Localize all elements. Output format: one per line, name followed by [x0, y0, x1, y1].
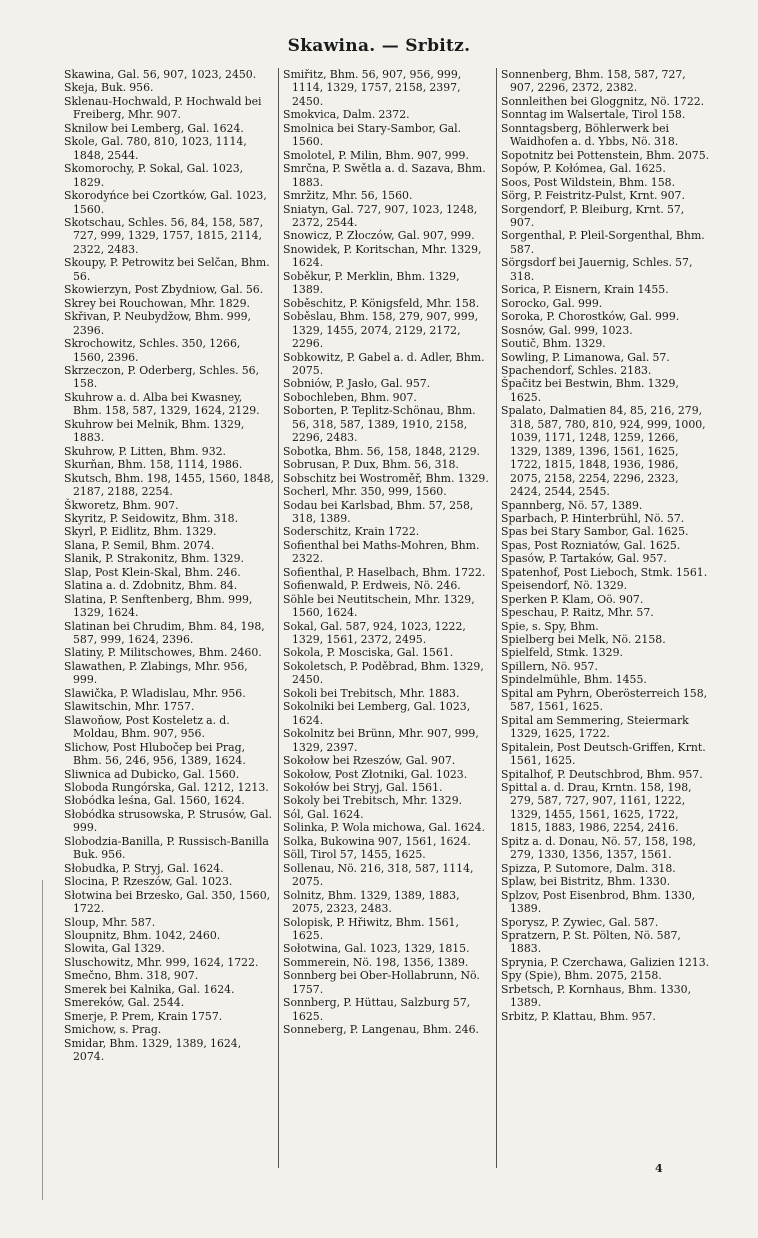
index-entry: Sonnberg bei Ober-Hollabrunn, Nö. 1757. [283, 969, 480, 996]
column-2 [278, 68, 496, 1168]
index-entry: Spannberg, Nö. 57, 1389. [501, 498, 643, 512]
index-entry: Spitalhof, P. Deutschbrod, Bhm. 957. [501, 767, 703, 781]
index-entry: Sokola, P. Mosciska, Gal. 1561. [283, 646, 454, 660]
index-entry: Smrčna, P. Swětla a. d. Sazava, Bhm. 1883. [283, 162, 486, 189]
index-entry: Skotschau, Schles. 56, 84, 158, 587, 727, 999, 1329, 1757, 1815, 2114, 2322, 2483. [64, 215, 264, 256]
index-entry: Smolotel, P. Milin, Bhm. 907, 999. [283, 148, 469, 162]
index-entry: Sonnenberg, Bhm. 158, 587, 727, 907, 2296, 2372, 2382. [501, 68, 686, 95]
index-entry: Sonneberg, P. Langenau, Bhm. 246. [283, 1023, 479, 1037]
index-entry: Skrzeczon, P. Oderberg, Schles. 56, 158. [64, 363, 260, 391]
index-entry: Skřivan, P. Neubydžow, Bhm. 999, 2396. [64, 310, 252, 337]
index-entry: Sodau bei Karlsbad, Bhm. 57, 258, 318, 1389. [283, 498, 474, 525]
index-entry: Spielberg bei Melk, Nö. 2158. [501, 633, 666, 647]
index-entry: Sknilow bei Lemberg, Gal. 1624. [64, 121, 244, 135]
index-entry: Slocina, P. Rzeszów, Gal. 1023. [64, 875, 233, 889]
index-entry: Speisendorf, Nö. 1329. [501, 579, 628, 593]
index-entry: Solopisk, P. Hřiwitz, Bhm. 1561, 1625. [283, 915, 459, 942]
index-entry: Slichow, Post Hlubočep bei Prag, Bhm. 56, 246, 956, 1389, 1624. [64, 740, 246, 768]
index-entry: Skorodyńce bei Czortków, Gal. 1023, 1560. [64, 189, 267, 216]
index-entry: Slawathen, P. Zlabings, Mhr. 956, 999. [64, 659, 248, 687]
index-entry: Skowierzyn, Post Zbydniow, Gal. 56. [64, 283, 264, 297]
index-entry: Sonntagsberg, Böhlerwerk bei Waidhofen a. d. Ybbs, Nö. 318. [501, 121, 679, 149]
index-entry: Spalato, Dalmatien 84, 85, 216, 279, 318, 587, 780, 810, 924, 999, 1000, 1039, 1171, 1248, 1259, 1266, 1329, 1389, 1396, 1561, 1625, 1722, 1815, 1848, 1936, 1986, 2075, 2158, 2254, 2296, 2323, 2424, 2544, 2545. [501, 404, 706, 499]
index-entry: Spasów, P. Tartaków, Gal. 957. [501, 552, 667, 566]
index-entry: Spatenhof, Post Lieboch, Stmk. 1561. [501, 565, 708, 579]
index-entry: Slawitschin, Mhr. 1757. [64, 700, 195, 714]
index-entry: Soroka, P. Chorostków, Gal. 999. [501, 310, 680, 324]
index-entry: Skeja, Buk. 956. [64, 81, 154, 95]
index-entry: Spie, s. Spy, Bhm. [501, 619, 599, 633]
index-entry: Sokolniki bei Lemberg, Gal. 1023, 1624. [283, 700, 471, 727]
index-entry: Sokoli bei Trebitsch, Mhr. 1883. [283, 686, 460, 700]
index-entry: Srbetsch, P. Kornhaus, Bhm. 1330, 1389. [501, 982, 692, 1010]
index-entry: Soos, Post Wildstein, Bhm. 158. [501, 175, 676, 189]
index-entry: Sokoly bei Trebitsch, Mhr. 1329. [283, 794, 463, 808]
index-entry: Słobódka leśna, Gal. 1560, 1624. [64, 794, 245, 808]
index-entry: Sommerein, Nö. 198, 1356, 1389. [283, 955, 469, 969]
index-entry: Sobkowitz, P. Gabel a. d. Adler, Bhm. 2075. [283, 350, 485, 377]
index-entry: Skuhrow, P. Litten, Bhm. 932. [64, 444, 227, 458]
index-entry: Skyrl, P. Eidlitz, Bhm. 1329. [64, 525, 217, 539]
index-entry: Spizza, P. Sutomore, Dalm. 318. [501, 861, 676, 875]
index-entry: Srbitz, P. Klattau, Bhm. 957. [501, 1009, 656, 1023]
index-entry: Sopotnitz bei Pottenstein, Bhm. 2075. [501, 148, 710, 162]
margin-rule [42, 880, 43, 1200]
index-entry: Sól, Gal. 1624. [283, 807, 364, 821]
index-entry: Socherl, Mhr. 350, 999, 1560. [283, 485, 447, 499]
index-entry: Skuhrow bei Melnik, Bhm. 1329, 1883. [64, 417, 245, 445]
index-entry: Sparbach, P. Hinterbrühl, Nö. 57. [501, 511, 685, 525]
index-entry: Snowidek, P. Koritschan, Mhr. 1329, 1624. [283, 242, 482, 270]
index-entry: Sołotwina, Gal. 1023, 1329, 1815. [283, 942, 470, 956]
index-entry: Splaw, bei Bistritz, Bhm. 1330. [501, 875, 671, 889]
index-entry: Slana, P. Semil, Bhm. 2074. [64, 538, 215, 552]
index-entry: Spas bei Stary Sambor, Gal. 1625. [501, 525, 689, 539]
index-entry: Slatiny, P. Militschowes, Bhm. 2460. [64, 646, 262, 660]
index-entry: Sobochleben, Bhm. 907. [283, 390, 417, 404]
index-entry: Speschau, P. Raitz, Mhr. 57. [501, 606, 654, 620]
index-entry: Sniatyn, Gal. 727, 907, 1023, 1248, 2372, 2544. [283, 202, 478, 229]
index-entry: Slap, Post Klein-Skal, Bhm. 246. [64, 565, 241, 579]
index-entry: Smichow, s. Prag. [64, 1023, 162, 1037]
index-entry: Smereków, Gal. 2544. [64, 996, 185, 1010]
index-entry: Soběslau, Bhm. 158, 279, 907, 999, 1329, 1455, 2074, 2129, 2172, 2296. [283, 310, 479, 351]
index-entry: Sowling, P. Limanowa, Gal. 57. [501, 350, 670, 364]
index-entry: Smiřitz, Bhm. 56, 907, 956, 999, 1114, 1329, 1757, 2158, 2397, 2450. [283, 68, 462, 108]
column-3 [496, 68, 714, 1168]
index-entry: Slatinan bei Chrudim, Bhm. 84, 198, 587, 999, 1624, 2396. [64, 619, 265, 647]
index-entry: Sörg, P. Feistritz-Pulst, Krnt. 907. [501, 189, 685, 203]
index-entry: Sliwnica ad Dubicko, Gal. 1560. [64, 767, 240, 781]
index-entry: Spittal a. d. Drau, Krntn. 158, 198, 279, 587, 727, 907, 1161, 1222, 1329, 1455, 1561, 1625, 1722, 1815, 1883, 1986, 2254, 2416. [501, 781, 692, 835]
index-entry: Słotwina bei Brzesko, Gal. 350, 1560, 1722. [64, 888, 271, 916]
index-entry: Sosnów, Gal. 999, 1023. [501, 323, 633, 337]
index-entry: Sloupnitz, Bhm. 1042, 2460. [64, 929, 221, 942]
index-entry: Spratzern, P. St. Pölten, Nö. 587, 1883. [501, 929, 681, 956]
index-columns [60, 68, 730, 1168]
index-entry: Skutsch, Bhm. 198, 1455, 1560, 1848, 2187, 2188, 2254. [64, 471, 275, 499]
index-entry: Soborten, P. Teplitz-Schönau, Bhm. 56, 318, 587, 1389, 1910, 2158, 2296, 2483. [283, 404, 476, 445]
index-entry: Sloup, Mhr. 587. [64, 915, 156, 929]
index-entry: Smerje, P. Prem, Krain 1757. [64, 1009, 223, 1023]
index-entry: Sobrusan, P. Dux, Bhm. 56, 318. [283, 458, 459, 472]
index-entry: Soutič, Bhm. 1329. [501, 337, 606, 351]
index-entry: Spital am Pyhrn, Oberösterreich 158, 587, 1561, 1625. [501, 686, 708, 714]
index-entry: Soběkur, P. Merklin, Bhm. 1329, 1389. [283, 269, 460, 297]
index-entry: Spielfeld, Stmk. 1329. [501, 646, 623, 660]
index-entry: Sonnleithen bei Gloggnitz, Nö. 1722. [501, 94, 705, 108]
index-entry: Skole, Gal. 780, 810, 1023, 1114, 1848, 2544. [64, 135, 247, 162]
index-entry: Söhle bei Neutitschein, Mhr. 1329, 1560, 1624. [283, 592, 475, 620]
column-1 [60, 68, 278, 1168]
index-entry: Skurňan, Bhm. 158, 1114, 1986. [64, 458, 243, 472]
index-entry: Sokołów bei Stryj, Gal. 1561. [283, 781, 443, 795]
index-entry: Spitalein, Post Deutsch-Griffen, Krnt. 1561, 1625. [501, 740, 706, 768]
index-entry: Skuhrow a. d. Alba bei Kwasney, Bhm. 158, 587, 1329, 1624, 2129. [64, 390, 260, 418]
index-entry: Sollenau, Nö. 216, 318, 587, 1114, 2075. [283, 861, 474, 889]
index-entry: Spas, Post Rozniatów, Gal. 1625. [501, 538, 681, 552]
index-entry: Słobudka, P. Stryj, Gal. 1624. [64, 861, 224, 875]
index-entry: Smerek bei Kalnika, Gal. 1624. [64, 982, 235, 996]
index-entry: Sklenau-Hochwald, P. Hochwald bei Freiberg, Mhr. 907. [64, 94, 262, 122]
index-entry: Sopów, P. Kołómea, Gal. 1625. [501, 162, 666, 176]
index-entry: Sofienwald, P. Erdweis, Nö. 246. [283, 579, 461, 593]
index-entry: Spy (Spie), Bhm. 2075, 2158. [501, 969, 662, 983]
index-entry: Slatina a. d. Zdobnitz, Bhm. 84. [64, 579, 238, 593]
index-entry: Sokoletsch, P. Poděbrad, Bhm. 1329, 2450. [283, 659, 484, 687]
index-entry: Smokvica, Dalm. 2372. [283, 108, 410, 122]
index-entry: Spachendorf, Schles. 2183. [501, 363, 652, 377]
index-entry: Spital am Semmering, Steiermark 1329, 1625, 1722. [501, 713, 689, 741]
index-entry: Sobotka, Bhm. 56, 158, 1848, 2129. [283, 444, 481, 458]
index-entry: Slatina, P. Senftenberg, Bhm. 999, 1329, 1624. [64, 592, 253, 620]
index-entry: Sorgendorf, P. Bleiburg, Krnt. 57, 907. [501, 202, 685, 229]
index-entry: Slobodzia-Banilla, P. Russisch-Banilla Buk. 956. [64, 834, 269, 862]
page-title: Skawina. — Srbitz. [287, 36, 471, 56]
index-entry: Skomorochy, P. Sokal, Gal. 1023, 1829. [64, 162, 244, 189]
index-entry: Spillern, Nö. 957. [501, 659, 598, 673]
index-entry: Sonnberg, P. Hüttau, Salzburg 57, 1625. [283, 996, 471, 1023]
index-entry: Spitz a. d. Donau, Nö. 57, 158, 198, 279, 1330, 1356, 1357, 1561. [501, 834, 696, 862]
index-entry: Skrey bei Rouchowan, Mhr. 1829. [64, 296, 250, 310]
index-entry: Sörgsdorf bei Jauernig, Schles. 57, 318. [501, 256, 693, 283]
index-entry: Škworetz, Bhm. 907. [64, 498, 179, 512]
index-entry: Sporysz, P. Zywiec, Gal. 587. [501, 915, 659, 929]
index-entry: Smidar, Bhm. 1329, 1389, 1624, 2074. [64, 1036, 242, 1064]
index-entry: Solka, Bukowina 907, 1561, 1624. [283, 834, 471, 848]
index-entry: Sokołow, Post Złotniki, Gal. 1023. [283, 767, 468, 781]
index-entry: Sokolnitz bei Brünn, Mhr. 907, 999, 1329, 2397. [283, 727, 479, 754]
index-entry: Sorgenthal, P. Pleil-Sorgenthal, Bhm. 587. [501, 229, 705, 256]
index-entry: Sokołow bei Rzeszów, Gal. 907. [283, 754, 456, 768]
index-entry: Skrochowitz, Schles. 350, 1266, 1560, 2396. [64, 337, 241, 364]
index-entry: Sorica, P. Eisnern, Krain 1455. [501, 283, 669, 297]
index-entry: Spindelmühle, Bhm. 1455. [501, 673, 647, 687]
index-entry: Sonntag im Walsertale, Tirol 158. [501, 108, 686, 122]
index-entry: Smečno, Bhm. 318, 907. [64, 969, 199, 983]
index-entry: Slanik, P. Strakonitz, Bhm. 1329. [64, 552, 244, 566]
index-entry: Sokal, Gal. 587, 924, 1023, 1222, 1329, 1561, 2372, 2495. [283, 619, 466, 647]
index-entry: Sprynia, P. Czerchawa, Galizien 1213. [501, 955, 710, 969]
page-number: 4 [655, 1162, 663, 1175]
index-entry: Skyritz, P. Seidowitz, Bhm. 318. [64, 511, 239, 525]
index-entry: Sorocko, Gal. 999. [501, 296, 603, 310]
index-entry: Sofienthal bei Maths-Mohren, Bhm. 2322. [283, 538, 480, 566]
index-entry: Soběschitz, P. Königsfeld, Mhr. 158. [283, 296, 480, 310]
index-entry: Soderschitz, Krain 1722. [283, 525, 420, 539]
index-entry: Solnitz, Bhm. 1329, 1389, 1883, 2075, 2323, 2483. [283, 888, 460, 916]
index-entry: Sluschowitz, Mhr. 999, 1624, 1722. [64, 955, 259, 969]
index-entry: Sobschitz bei Wostroměř, Bhm. 1329. [283, 471, 489, 485]
index-entry: Sobniów, P. Jasło, Gal. 957. [283, 377, 431, 391]
index-entry: Snowicz, P. Złoczów, Gal. 907, 999. [283, 229, 475, 243]
index-entry: Słobódka strusowska, P. Strusów, Gal. 999. [64, 807, 272, 835]
index-entry: Špačitz bei Bestwin, Bhm. 1329, 1625. [501, 377, 679, 404]
index-entry: Solinka, P. Wola michowa, Gal. 1624. [283, 821, 486, 835]
index-entry: Smržitz, Mhr. 56, 1560. [283, 189, 413, 203]
index-entry: Splzov, Post Eisenbrod, Bhm. 1330, 1389. [501, 888, 696, 916]
index-entry: Skawina, Gal. 56, 907, 1023, 2450. [64, 68, 257, 81]
index-entry: Smolnica bei Stary-Sambor, Gal. 1560. [283, 121, 462, 149]
index-entry: Slowita, Gal 1329. [64, 942, 165, 956]
index-entry: Skoupy, P. Petrowitz bei Selčan, Bhm. 56. [64, 256, 270, 283]
index-entry: Sofienthal, P. Haselbach, Bhm. 1722. [283, 565, 486, 579]
index-entry: Sloboda Rungórska, Gal. 1212, 1213. [64, 781, 269, 795]
index-entry: Slawička, P. Wladislau, Mhr. 956. [64, 686, 246, 700]
index-entry: Söll, Tirol 57, 1455, 1625. [283, 848, 426, 862]
index-entry: Sperken P. Klam, Oö. 907. [501, 592, 644, 606]
index-entry: Slawoňow, Post Kosteletz a. d. Moldau, Bhm. 907, 956. [64, 713, 230, 741]
